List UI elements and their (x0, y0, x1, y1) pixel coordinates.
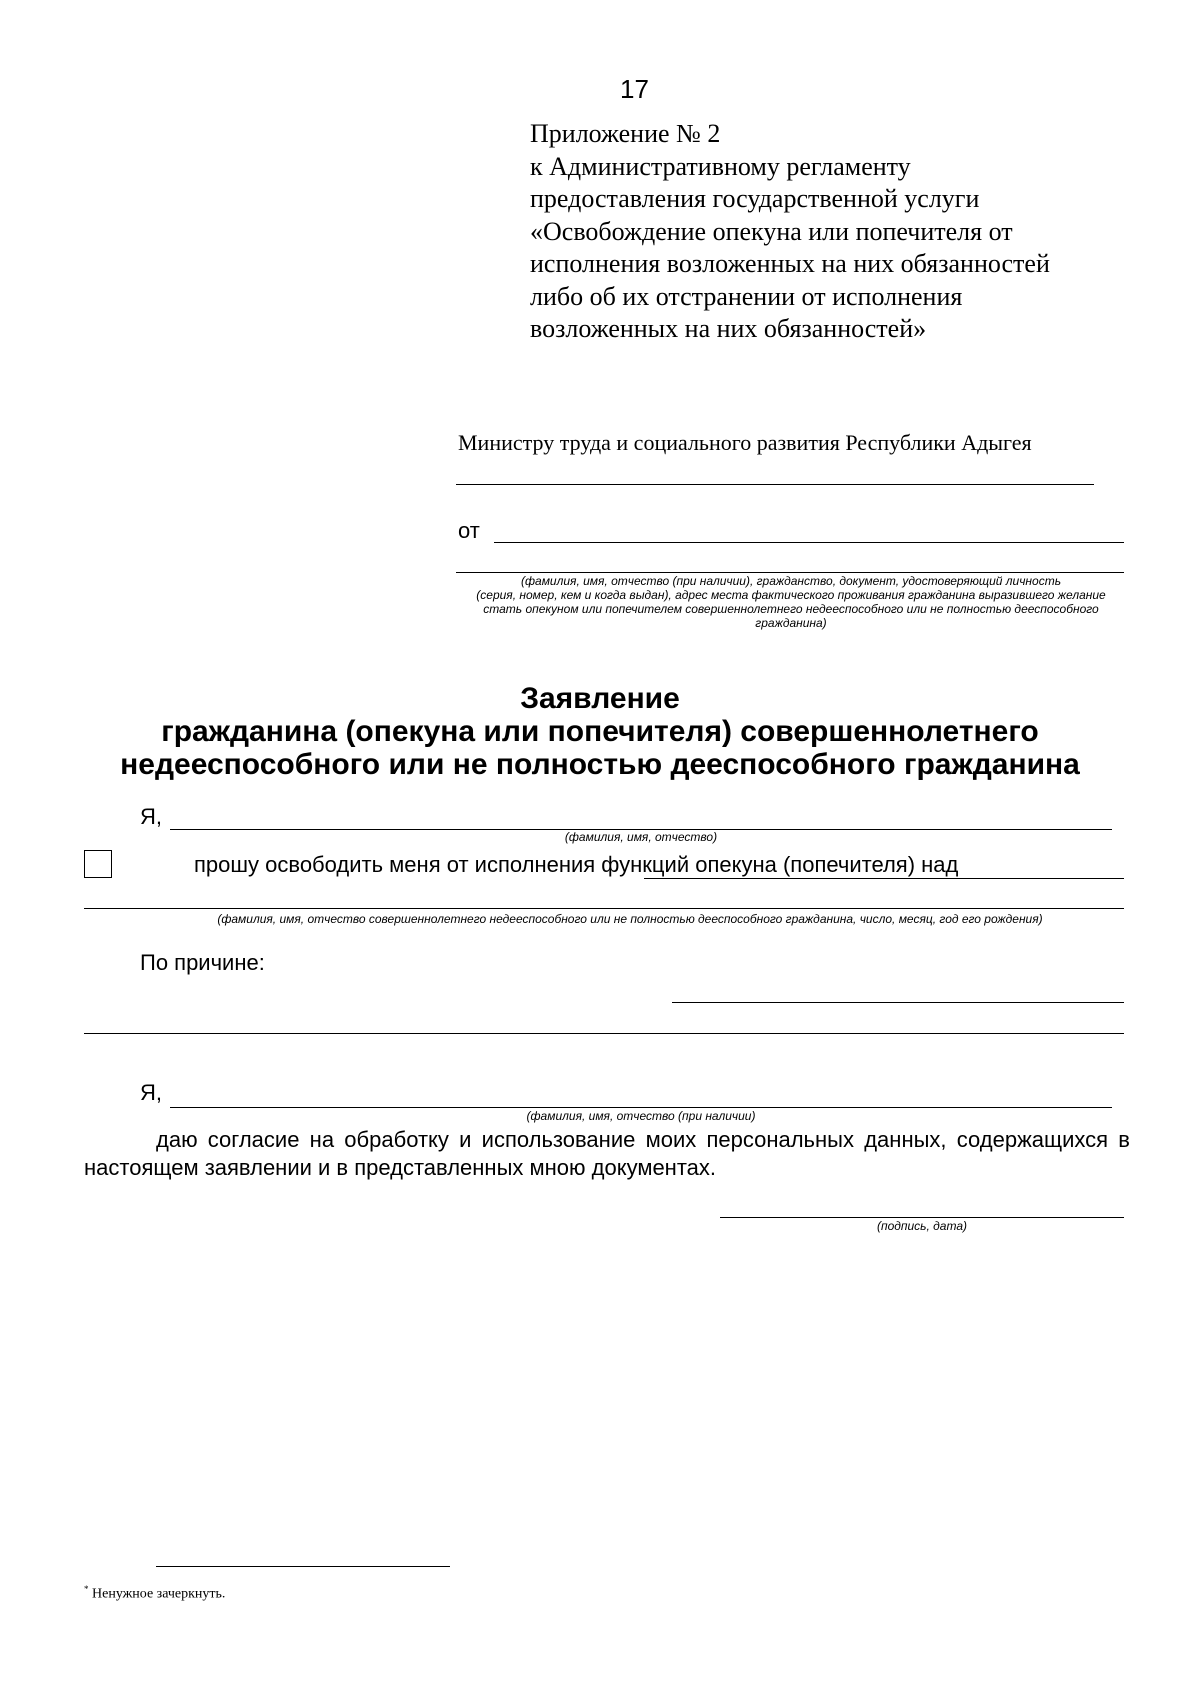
ward-caption: (фамилия, имя, отчество совершеннолетнего недееспособного или не полностью дееспособного гражданина, число, месяц, год его рождения) (217, 912, 1043, 926)
annex-line: к Административному регламенту (530, 151, 911, 181)
page-number: 17 (620, 74, 649, 104)
annex-line: либо об их отстранении от исполнения (530, 281, 963, 311)
reason-field-continued[interactable] (84, 1033, 1124, 1034)
reason-label: По причине: (140, 950, 265, 975)
reason-field[interactable] (672, 1002, 1124, 1003)
title-line: недееспособного или не полностью дееспособного гражданина (120, 748, 1080, 781)
title-line: Заявление (520, 682, 680, 715)
from-field-continued[interactable] (456, 572, 1124, 573)
annex-line: исполнения возложенных на них обязанностей (530, 249, 1050, 278)
footnote-mark: * (84, 1584, 89, 1594)
addressee: Министру труда и социального развития Республики Адыгея (458, 430, 1032, 455)
annex-line: «Освобождение опекуна или попечителя от (530, 216, 1013, 246)
document-title (0, 682, 1200, 781)
from-caption: (фамилия, имя, отчество (при наличии), гражданство, документ, удостоверяющий личность (серия, номер, кем и когда выдан), адрес места фактического проживания гражданина выразившего желание стать опекуном или попечителем совершеннолетнего недееспособного или не полностью дееспособного гражданина) (476, 574, 1106, 630)
request-underline (644, 878, 1124, 879)
footnote-text: Ненужное зачеркнуть. (92, 1586, 226, 1602)
title-line: гражданина (опекуна или попечителя) совершеннолетнего (161, 715, 1039, 748)
signature-field[interactable] (720, 1217, 1124, 1218)
annex-line: Приложение № 2 (530, 119, 721, 148)
applicant-label: Я, (140, 804, 162, 829)
annex-line: предоставления государственной услуги (530, 184, 980, 213)
consent-name-field[interactable] (170, 1107, 1112, 1108)
consent-text (84, 1126, 1130, 1182)
from-label: от (458, 518, 480, 543)
signature-caption: (подпись, дата) (877, 1219, 967, 1233)
ward-field[interactable] (84, 908, 1124, 909)
addressee-field[interactable] (456, 484, 1094, 485)
footnote (84, 1584, 225, 1603)
annex-header (530, 118, 1050, 346)
from-field[interactable] (494, 542, 1124, 543)
request-text: прошу освободить меня от исполнения функций опекуна (попечителя) над (194, 852, 959, 877)
consent-caption: (фамилия, имя, отчество (при наличии) (526, 1109, 756, 1123)
annex-line: возложенных на них обязанностей» (530, 314, 927, 343)
consent-label: Я, (140, 1080, 162, 1105)
applicant-caption: (фамилия, имя, отчество) (564, 830, 718, 844)
request-checkbox[interactable] (84, 850, 112, 878)
footnote-divider (156, 1566, 450, 1567)
consent-text-body: даю согласие на обработку и использование моих персональных данных, содержащихся в настоящем заявлении и в представленных мною документах. (84, 1127, 1130, 1180)
